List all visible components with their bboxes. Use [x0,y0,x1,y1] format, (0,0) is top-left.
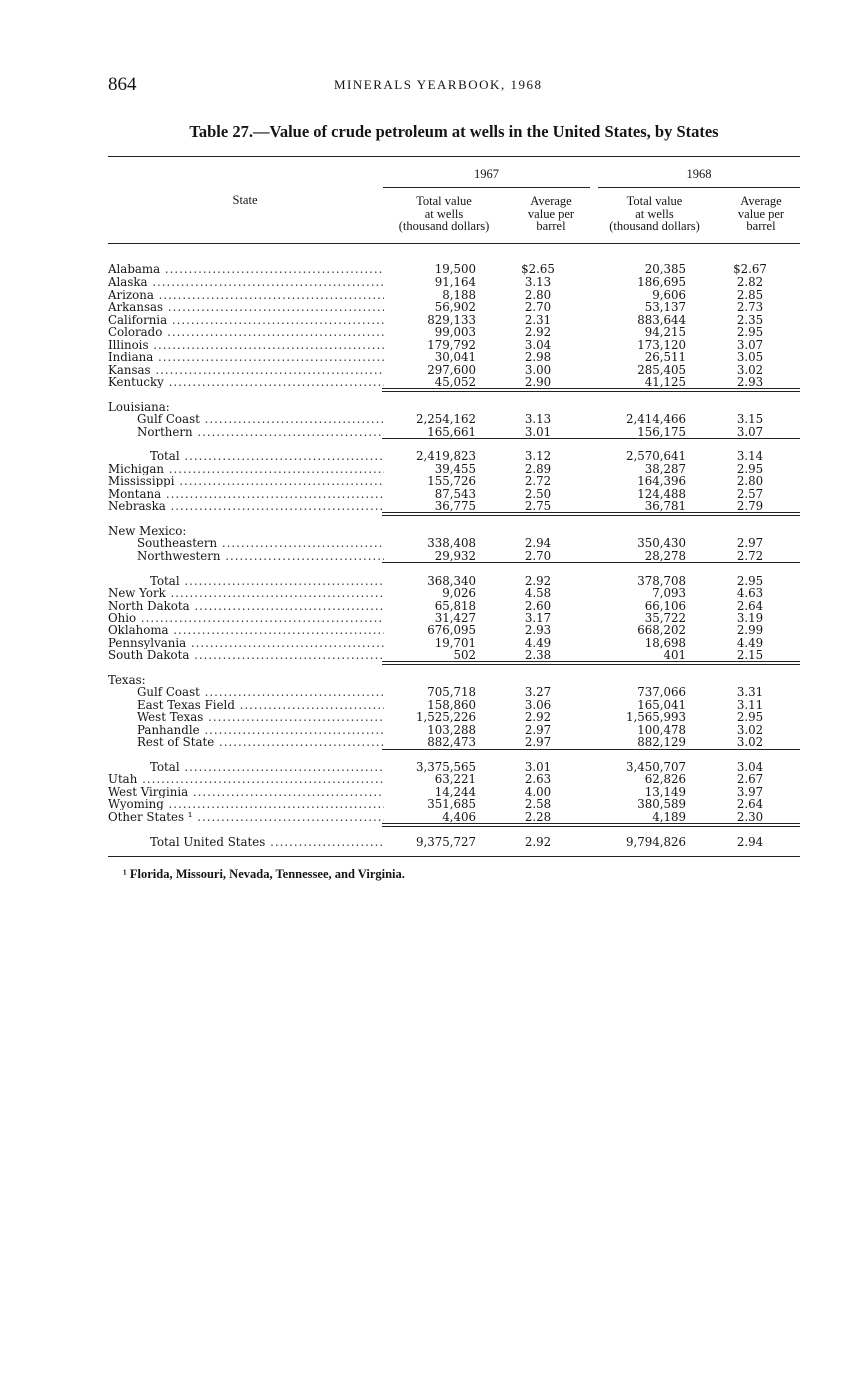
total-value-1967-cell: 2,419,823 [415,450,476,463]
state-cell: Arizona ..... [108,289,384,301]
table-title: Table 27.—Value of crude petroleum at wells in the United States, by States [189,122,719,141]
table-top-rule [108,156,800,157]
total-value-1967-cell: 36,775 [434,500,476,513]
average-value-1968-cell: 2.57 [736,488,764,501]
table-row [108,450,800,462]
average-value-1968-cell: 3.02 [736,364,764,377]
table-row [108,500,800,512]
state-cell: Texas: [108,674,146,687]
average-value-1968-cell: 3.97 [736,786,764,799]
total-value-1968-cell: 2,570,641 [625,450,686,463]
average-value-1967-cell: 2.72 [524,475,552,488]
state-cell: West Texas ..... [137,711,384,723]
section-double-rule [382,512,800,513]
total-value-1967-cell: 19,701 [434,637,476,650]
total-value-1968-cell: 2,414,466 [625,413,686,426]
total-value-1967-cell: 4,406 [442,811,476,824]
total-value-1968-cell: 164,396 [637,475,686,488]
average-value-1968-cell: 3.15 [736,413,764,426]
page-number: 864 [108,74,137,95]
average-value-1967-cell: 4.00 [524,786,552,799]
total-value-1967-cell: 1,525,226 [415,711,476,724]
total-value-1968-cell: 285,405 [637,364,686,377]
average-value-1968-cell: 2.95 [736,326,764,339]
average-value-1968-cell: 2.95 [736,463,764,476]
total-value-1967-cell: 56,902 [434,301,476,314]
page-header [108,74,800,96]
section-double-rule [382,664,800,665]
average-value-1967-header: Average value per barrel [527,194,575,233]
table-group-heading [108,674,800,686]
total-value-1968-cell: 66,106 [644,600,686,613]
section-double-rule [382,661,800,662]
total-value-1967-cell: 829,133 [427,314,476,327]
average-value-1968-cell: 2.80 [736,475,764,488]
state-cell: North Dakota ..... [108,600,384,612]
total-value-1968-cell: 28,278 [644,550,686,563]
average-value-1968-cell: 2.15 [736,649,764,662]
total-value-1967-cell: 882,473 [427,736,476,749]
table-row [108,811,800,823]
total-value-1968-cell: 737,066 [637,686,686,699]
table-row [108,786,800,798]
total-value-1967-cell: 158,860 [427,699,476,712]
table-row [108,798,800,810]
total-value-1967-cell: 31,427 [434,612,476,625]
total-value-1967-cell: 9,375,727 [415,836,476,849]
state-cell: Total ..... [150,575,384,587]
state-cell: West Virginia ..... [108,786,384,798]
total-value-1967-cell: 99,003 [434,326,476,339]
average-value-1968-cell: 2.67 [736,773,764,786]
average-value-1968-cell: 3.31 [736,686,764,699]
state-cell: New Mexico: [108,525,187,538]
total-value-1967-cell: 297,600 [427,364,476,377]
table-row [108,724,800,736]
total-value-1967-cell: 39,455 [434,463,476,476]
table-row [108,550,800,562]
average-value-1968-cell: 3.07 [736,339,764,352]
total-value-1967-cell: 29,932 [434,550,476,563]
total-value-1967-cell: 338,408 [427,537,476,550]
state-cell: Northwestern ..... [137,550,384,562]
average-value-1968-cell: 2.99 [736,624,764,637]
state-cell: Total ..... [150,761,384,773]
total-value-1968-cell: 20,385 [644,263,686,276]
state-cell: Utah ..... [108,773,384,785]
average-value-1967-cell: 2.50 [524,488,552,501]
total-value-1968-cell: 156,175 [637,426,686,439]
table-row [108,475,800,487]
total-value-1968-header: Total value at wells (thousand dollars) [609,194,700,233]
average-value-1968-cell: 4.63 [736,587,764,600]
state-cell: Alabama ..... [108,263,384,275]
average-value-1968-cell: 2.30 [736,811,764,824]
average-value-1968-cell: 2.97 [736,537,764,550]
average-value-1968-cell: 3.07 [736,426,764,439]
total-value-1967-cell: 9,026 [442,587,476,600]
total-value-1968-cell: 38,287 [644,463,686,476]
total-value-1968-cell: 100,478 [637,724,686,737]
table-row [108,364,800,376]
total-value-1968-cell: 165,041 [637,699,686,712]
total-value-1967-cell: 91,164 [434,276,476,289]
total-value-1967-cell: 705,718 [427,686,476,699]
table-group-heading [108,525,800,537]
year-1967-rule [383,187,590,188]
total-value-1967-cell: 2,254,162 [415,413,476,426]
table-row [108,624,800,636]
state-cell: Gulf Coast ..... [137,413,384,425]
year-1968-header: 1968 [686,167,712,181]
average-value-1967-cell: 3.13 [524,413,552,426]
average-value-1967-cell: 2.75 [524,500,552,513]
state-cell: Alaska ..... [108,276,384,288]
average-value-1968-cell: 3.04 [736,761,764,774]
header-bottom-rule [108,243,800,244]
table-row [108,587,800,599]
average-value-1967-cell: 2.28 [524,811,552,824]
average-value-1967-cell: 4.49 [524,637,552,650]
average-value-1967-cell: 2.98 [524,351,552,364]
total-value-1967-cell: 103,288 [427,724,476,737]
state-cell: California ..... [108,314,384,326]
average-value-1967-cell: 3.27 [524,686,552,699]
average-value-1967-cell: 3.01 [524,761,552,774]
total-value-1968-cell: 94,215 [644,326,686,339]
average-value-1968-cell: 2.64 [736,600,764,613]
average-value-1967-cell: 2.60 [524,600,552,613]
average-value-1968-cell: 2.85 [736,289,764,302]
total-value-1968-cell: 26,511 [644,351,686,364]
average-value-1968-cell: 3.14 [736,450,764,463]
total-value-1967-cell: 19,500 [434,263,476,276]
average-value-1967-cell: 3.13 [524,276,552,289]
total-value-1968-cell: 378,708 [637,575,686,588]
table-row [108,575,800,587]
table-row [108,488,800,500]
year-1967-header: 1967 [474,167,499,181]
total-value-1968-cell: 668,202 [637,624,686,637]
footnote: ¹ Florida, Missouri, Nevada, Tennessee, and Virginia. [123,867,405,881]
state-cell: Rest of State ..... [137,736,384,748]
average-value-1968-cell: 3.19 [736,612,764,625]
state-cell: Nebraska ..... [108,500,384,512]
running-title: MINERALS YEARBOOK, 1968 [334,77,543,92]
total-value-1968-cell: 53,137 [644,301,686,314]
average-value-1968-cell: 2.95 [736,575,764,588]
total-value-1967-cell: 8,188 [442,289,476,302]
table-row [108,289,800,301]
average-value-1968-cell: 2.93 [736,376,764,389]
average-value-1967-cell: 3.00 [524,364,552,377]
table-row [108,600,800,612]
table-bottom-rule [108,856,800,857]
total-value-1968-cell: 883,644 [637,314,686,327]
average-value-1967-cell: 3.06 [524,699,552,712]
total-value-1967-cell: 502 [453,649,476,662]
state-cell: Kansas ..... [108,364,384,376]
state-cell: Other States ¹ ..... [108,811,384,823]
average-value-1967-cell: 3.01 [524,426,552,439]
table-row [108,426,800,438]
table-row [108,612,800,624]
state-cell: Arkansas ..... [108,301,384,313]
table-row [108,736,800,748]
average-value-1967-cell: 2.63 [524,773,552,786]
total-value-1968-cell: 186,695 [637,276,686,289]
total-value-1967-cell: 368,340 [427,575,476,588]
table-row [108,836,800,848]
subtotal-rule [382,438,800,439]
total-value-1967-cell: 179,792 [427,339,476,352]
table-row [108,263,800,275]
average-value-1968-header: Average value per barrel [737,194,785,233]
state-cell: Pennsylvania ..... [108,637,384,649]
table-row [108,463,800,475]
total-value-1967-cell: 65,818 [434,600,476,613]
total-value-1967-header: Total value at wells (thousand dollars) [398,194,490,233]
average-value-1967-cell: 2.70 [524,550,552,563]
total-value-1968-cell: 7,093 [652,587,686,600]
total-value-1968-cell: 1,565,993 [625,711,686,724]
state-cell: Mississippi ..... [108,475,384,487]
state-cell: South Dakota ..... [108,649,384,661]
average-value-1967-cell: 3.17 [524,612,552,625]
average-value-1967-cell: 2.38 [524,649,552,662]
total-value-1968-cell: 350,430 [637,537,686,550]
section-double-rule [382,823,800,824]
average-value-1968-cell: 2.95 [736,711,764,724]
average-value-1967-cell: 2.97 [524,736,552,749]
average-value-1967-cell: 2.92 [524,575,552,588]
total-value-1968-cell: 41,125 [644,376,686,389]
state-cell: Indiana ..... [108,351,384,363]
section-double-rule [382,388,800,389]
average-value-1968-cell: 2.79 [736,500,764,513]
total-value-1967-cell: 3,375,565 [415,761,476,774]
average-value-1968-cell: 2.72 [736,550,764,563]
state-cell: Michigan ..... [108,463,384,475]
average-value-1968-cell: 3.02 [736,724,764,737]
table-row [108,326,800,338]
total-value-1967-cell: 155,726 [427,475,476,488]
average-value-1968-cell: 3.02 [736,736,764,749]
state-cell: Colorado ..... [108,326,384,338]
state-cell: Panhandle ..... [137,724,384,736]
average-value-1967-cell: 2.93 [524,624,552,637]
average-value-1967-cell: 2.70 [524,301,552,314]
average-value-1968-cell: 2.35 [736,314,764,327]
average-value-1967-cell: 2.58 [524,798,552,811]
average-value-1968-cell: 3.11 [736,699,764,712]
state-cell: Illinois ..... [108,339,384,351]
average-value-1968-cell: 2.94 [736,836,764,849]
total-value-1968-cell: 4,189 [652,811,686,824]
table-row [108,637,800,649]
total-value-1968-cell: 401 [663,649,686,662]
total-value-1967-cell: 63,221 [434,773,476,786]
total-value-1968-cell: 882,129 [637,736,686,749]
total-value-1968-cell: 35,722 [644,612,686,625]
table-row [108,376,800,388]
average-value-1967-cell: 2.92 [524,711,552,724]
total-value-1967-cell: 30,041 [434,351,476,364]
average-value-1968-cell: 2.64 [736,798,764,811]
state-cell: East Texas Field ..... [137,699,384,711]
table-row [108,761,800,773]
total-value-1968-cell: 13,149 [644,786,686,799]
average-value-1968-cell: 2.73 [736,301,764,314]
total-value-1967-cell: 676,095 [427,624,476,637]
total-value-1968-cell: 62,826 [644,773,686,786]
total-value-1968-cell: 36,781 [644,500,686,513]
total-value-1968-cell: 380,589 [637,798,686,811]
subtotal-rule [382,749,800,750]
average-value-1967-cell: 2.31 [524,314,552,327]
state-cell: Montana ..... [108,488,384,500]
section-double-rule [382,391,800,392]
table-row [108,351,800,363]
average-value-1967-cell: 3.12 [524,450,552,463]
state-cell: Total ..... [150,450,384,462]
table-row [108,773,800,785]
average-value-1967-cell: 2.90 [524,376,552,389]
state-cell: Southeastern ..... [137,537,384,549]
table-row [108,686,800,698]
average-value-1967-cell: 4.58 [524,587,552,600]
average-value-1968-cell: 2.82 [736,276,764,289]
table-row [108,314,800,326]
average-value-1967-cell: 2.89 [524,463,552,476]
total-value-1968-cell: 173,120 [637,339,686,352]
total-value-1967-cell: 45,052 [434,376,476,389]
subtotal-rule [382,562,800,563]
total-value-1968-cell: 124,488 [637,488,686,501]
table-row [108,711,800,723]
average-value-1967-cell: $2.65 [521,263,555,276]
average-value-1968-cell: 4.49 [736,637,764,650]
table-row [108,339,800,351]
total-value-1967-cell: 14,244 [434,786,476,799]
table-row [108,537,800,549]
average-value-1968-cell: 3.05 [736,351,764,364]
state-cell: Northern ..... [137,426,384,438]
table-group-heading [108,401,800,413]
average-value-1968-cell: $2.67 [733,263,767,276]
average-value-1967-cell: 2.92 [524,836,552,849]
average-value-1967-cell: 2.97 [524,724,552,737]
total-value-1967-cell: 351,685 [427,798,476,811]
year-1968-rule [598,187,800,188]
state-column-header: State [232,193,258,207]
total-value-1967-cell: 87,543 [434,488,476,501]
average-value-1967-cell: 2.80 [524,289,552,302]
total-value-1967-cell: 165,661 [427,426,476,439]
section-double-rule [382,515,800,516]
average-value-1967-cell: 3.04 [524,339,552,352]
table-row [108,276,800,288]
state-cell: Kentucky ..... [108,376,384,388]
state-cell: Oklahoma ..... [108,624,384,636]
state-cell: Wyoming ..... [108,798,384,810]
average-value-1967-cell: 2.92 [524,326,552,339]
state-cell: Total United States ..... [150,836,384,848]
state-cell: Louisiana: [108,401,170,414]
total-value-1968-cell: 9,606 [652,289,686,302]
section-double-rule [382,826,800,827]
total-value-1968-cell: 18,698 [644,637,686,650]
table-row [108,301,800,313]
average-value-1967-cell: 2.94 [524,537,552,550]
state-cell: Gulf Coast ..... [137,686,384,698]
table-row [108,413,800,425]
table-row [108,649,800,661]
state-cell: New York ..... [108,587,384,599]
total-value-1968-cell: 3,450,707 [625,761,686,774]
state-cell: Ohio ..... [108,612,384,624]
total-value-1968-cell: 9,794,826 [625,836,686,849]
table-row [108,699,800,711]
